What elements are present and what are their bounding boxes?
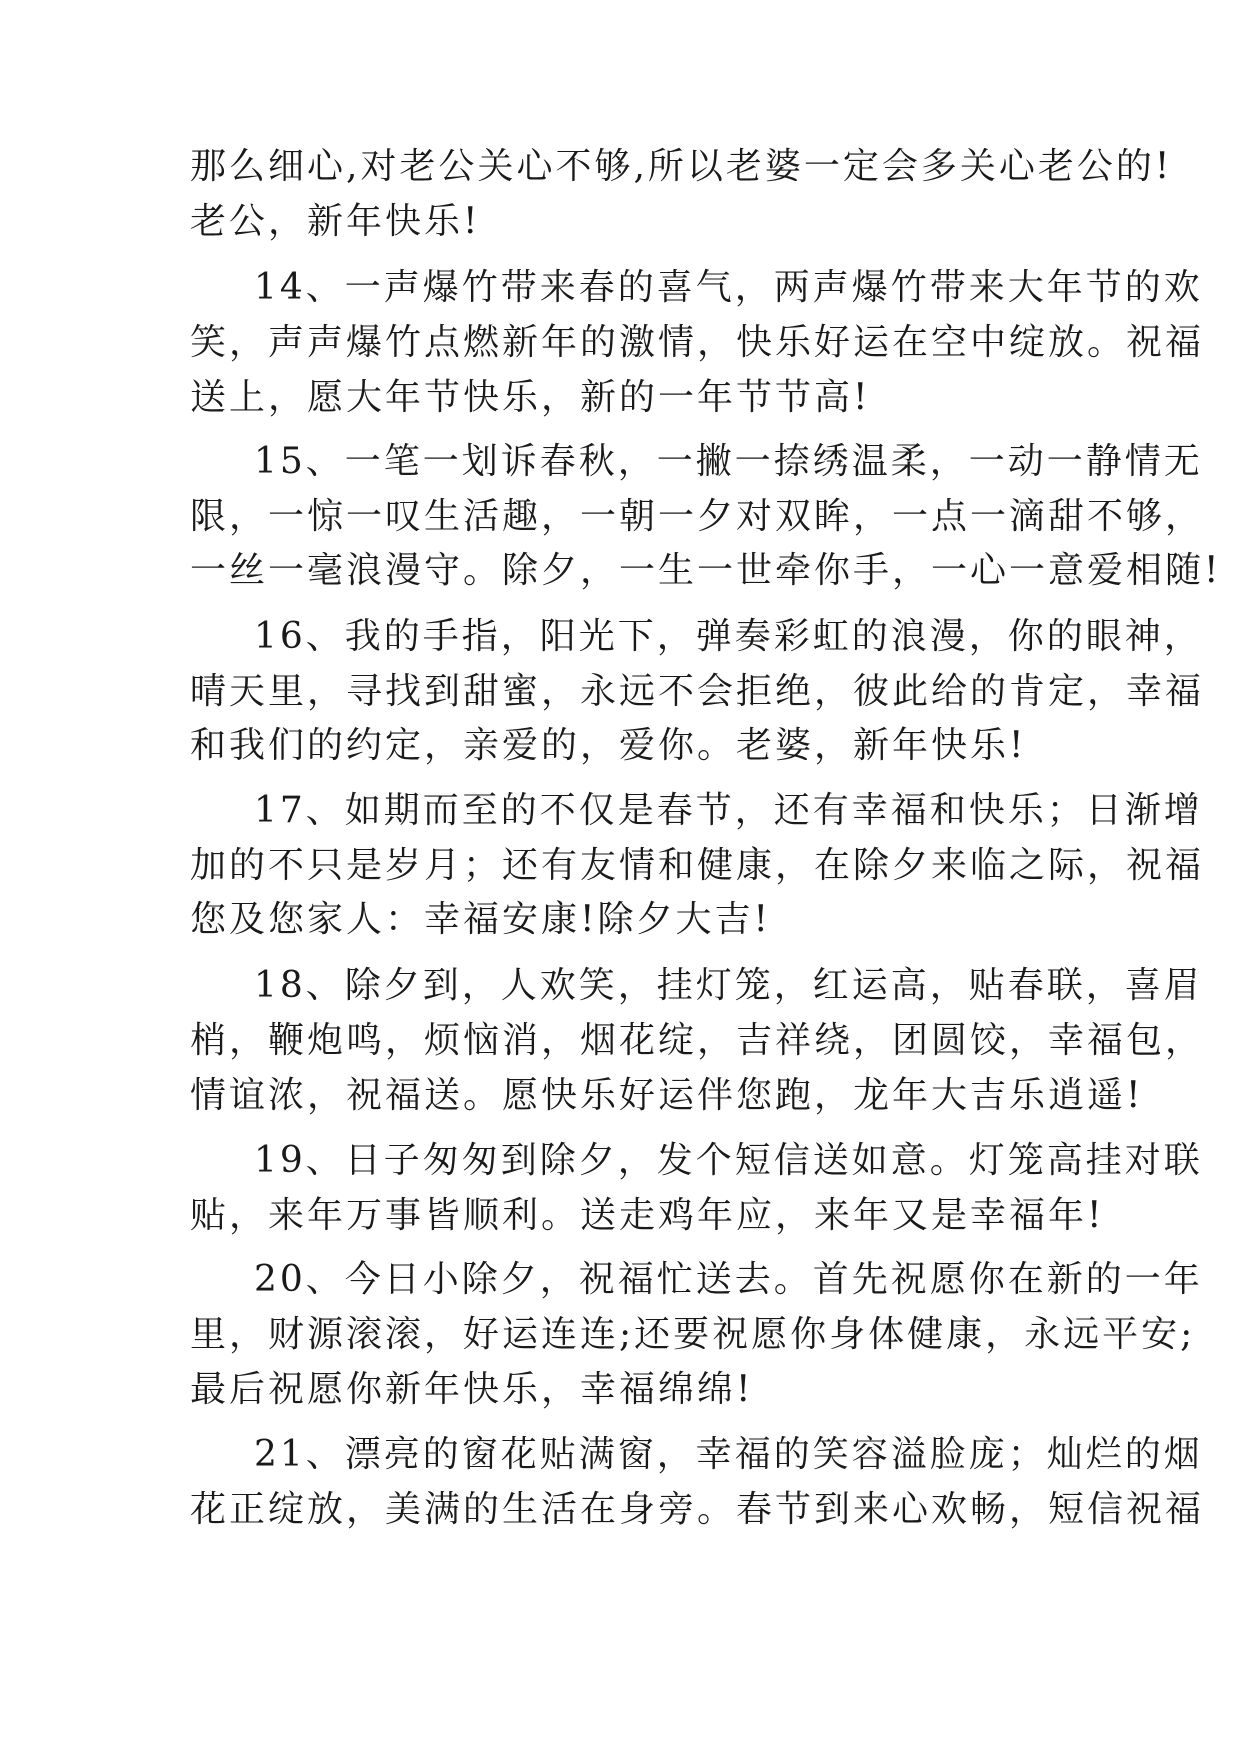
paragraph-17-line: 17、如期而至的不仅是春节，还有幸福和快乐；日渐增	[254, 790, 1203, 831]
text-line: 晴天里，寻找到甜蜜，永远不会拒绝，彼此给的肯定，幸福	[190, 671, 1205, 712]
text-line: 一丝一毫浪漫守。除夕，一生一世牵你手，一心一意爱相随!	[190, 550, 1222, 591]
text-line: 最后祝愿你新年快乐，幸福绵绵!	[190, 1369, 754, 1410]
text-line: 笑，声声爆竹点燃新年的激情，快乐好运在空中绽放。祝福	[190, 322, 1205, 363]
text-line: 情谊浓，祝福送。愿快乐好运伴您跑，龙年大吉乐逍遥!	[190, 1075, 1144, 1116]
text-line: 那么细心,对老公关心不够,所以老婆一定会多关心老公的!	[190, 146, 1173, 187]
text-line: 花正绽放，美满的生活在身旁。春节到来心欢畅，短信祝福	[190, 1489, 1205, 1530]
paragraph-14-line: 14、一声爆竹带来春的喜气，两声爆竹带来大年节的欢	[254, 267, 1203, 308]
paragraph-19-line: 19、日子匆匆到除夕，发个短信送如意。灯笼高挂对联	[254, 1140, 1203, 1181]
text-line: 里，财源滚滚，好运连连;还要祝愿你身体健康，永远平安;	[190, 1314, 1196, 1355]
paragraph-21-line: 21、漂亮的窗花贴满窗，幸福的笑容溢脸庞；灿烂的烟	[254, 1434, 1203, 1475]
text-line: 加的不只是岁月；还有友情和健康，在除夕来临之际，祝福	[190, 845, 1205, 886]
text-line: 贴，来年万事皆顺利。送走鸡年应，来年又是幸福年!	[190, 1195, 1105, 1236]
text-line: 老公，新年快乐!	[190, 201, 481, 242]
paragraph-20-line: 20、今日小除夕，祝福忙送去。首先祝愿你在新的一年	[254, 1259, 1203, 1300]
text-line: 和我们的约定，亲爱的，爱你。老婆，新年快乐!	[190, 725, 1027, 766]
paragraph-16-line: 16、我的手指，阳光下，弹奏彩虹的浪漫，你的眼神，	[254, 616, 1203, 657]
paragraph-18-line: 18、除夕到，人欢笑，挂灯笼，红运高，贴春联，喜眉	[254, 965, 1203, 1006]
text-line: 限，一惊一叹生活趣，一朝一夕对双眸，一点一滴甜不够，	[190, 496, 1205, 537]
paragraph-15-line: 15、一笔一划诉春秋，一撇一捺绣温柔，一动一静情无	[254, 441, 1203, 482]
text-line: 送上，愿大年节快乐，新的一年节节高!	[190, 377, 871, 418]
text-line: 您及您家人：幸福安康!除夕大吉!	[190, 899, 771, 940]
text-line: 梢，鞭炮鸣，烦恼消，烟花绽，吉祥绕，团圆饺，幸福包，	[190, 1020, 1205, 1061]
